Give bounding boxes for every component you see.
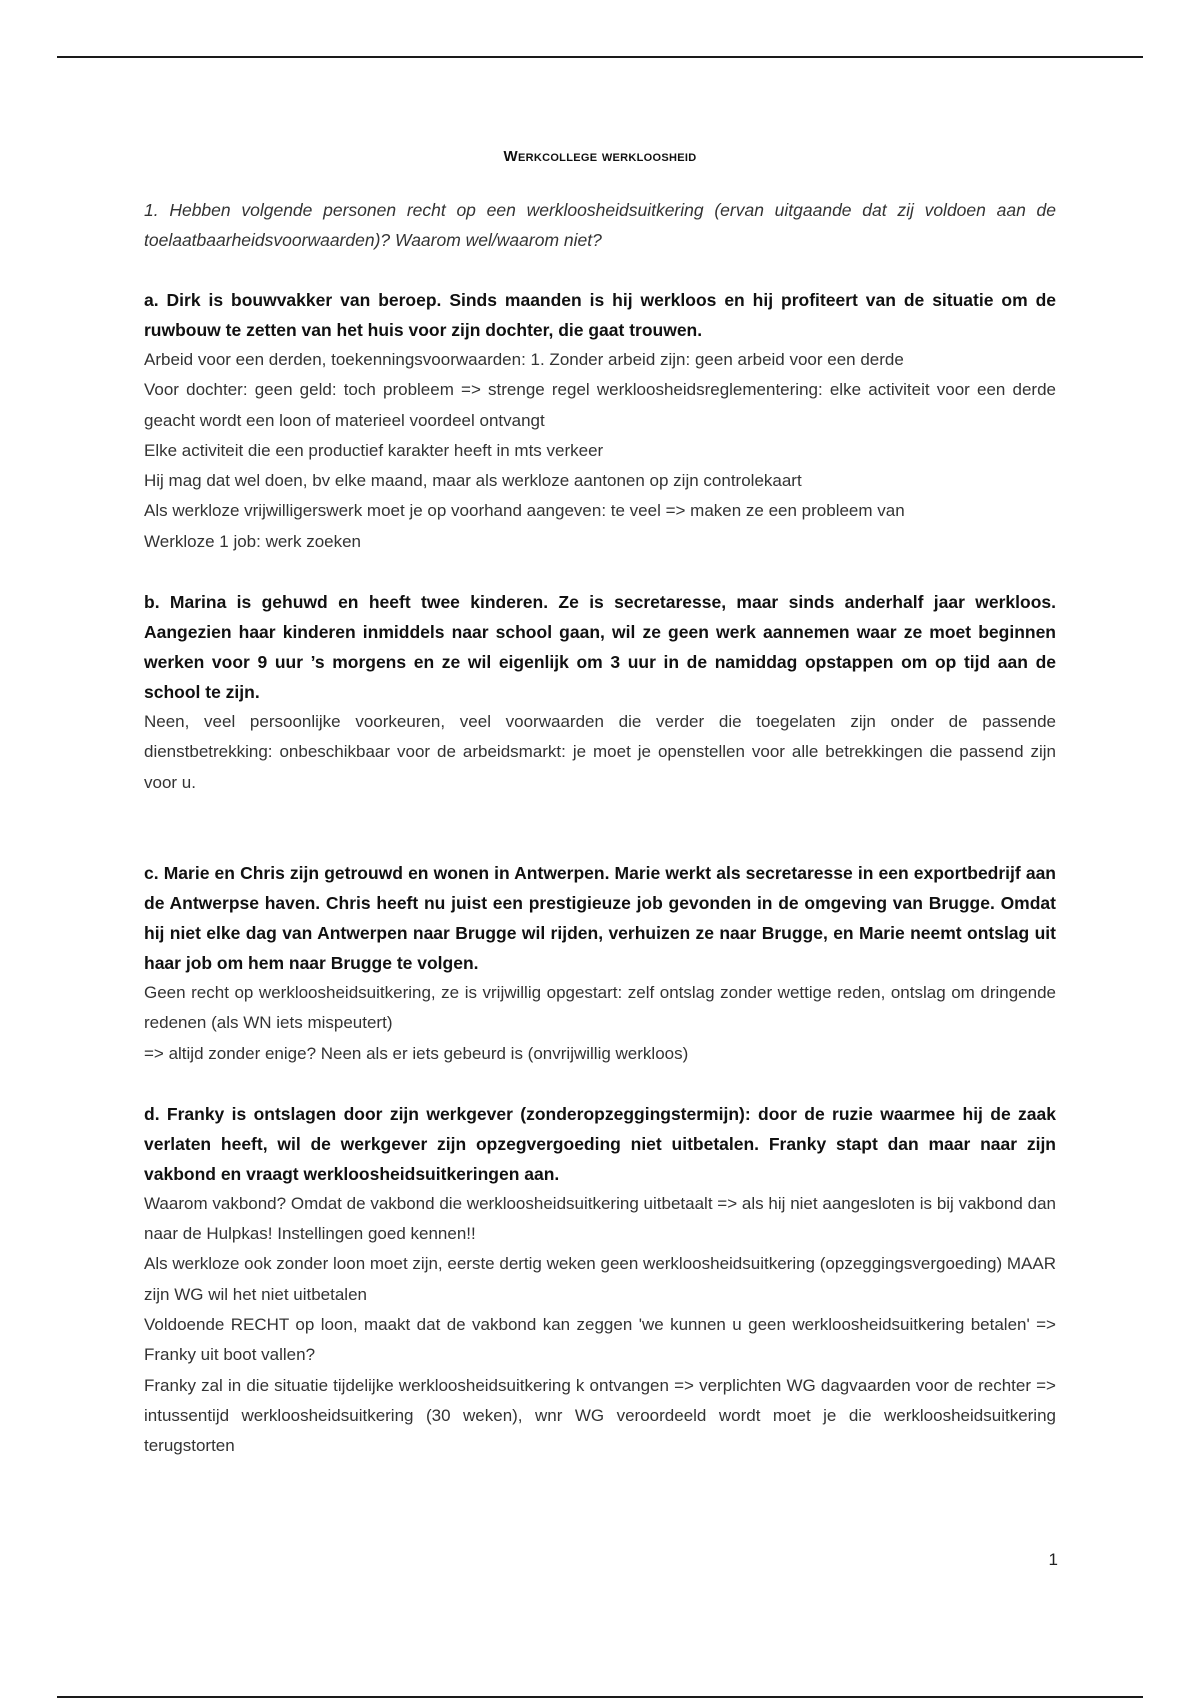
case-a-line: Elke activiteit die een productief karakter heeft in mts verkeer xyxy=(144,440,604,460)
document-title: Werkcollege werkloosheid xyxy=(503,148,697,165)
case-a-title: a. Dirk is bouwvakker van beroep. Sinds maanden is hij werkloos en hij profiteert van de situatie om de ruwbouw te zetten van het huis voor zijn dochter, die gaat trouwen. xyxy=(144,290,1056,340)
question-1: 1. Hebben volgende personen recht op een werkloosheidsuitkering (ervan uitgaande dat zij voldoen aan de toelaatbaarheidsvoorwaarden)? Waarom wel/waarom niet? xyxy=(144,200,1056,250)
case-d-line: Franky zal in die situatie tijdelijke werkloosheidsuitkering k ontvangen => verplichten WG dagvaarden voor de rechter => intussentijd werkloosheidsuitkering (30 weken), wnr WG veroordeeld wordt moet je die werkloosheidsuitkering terugstorten xyxy=(144,1375,1056,1456)
page-number: 1 xyxy=(1048,1550,1058,1569)
case-d xyxy=(144,1099,1056,1462)
case-b xyxy=(144,587,1056,798)
case-d-line: Waarom vakbond? Omdat de vakbond die werkloosheidsuitkering uitbetaalt => als hij niet aangesloten is bij vakbond dan naar de Hulpkas! Instellingen goed kennen!! xyxy=(144,1193,1056,1244)
top-rule xyxy=(57,56,1143,58)
case-c-line: Geen recht op werkloosheidsuitkering, ze is vrijwillig opgestart: zelf ontslag zonder wettige reden, ontslag om dringende redenen (als WN iets mispeutert) xyxy=(144,982,1056,1033)
case-d-line: Voldoende RECHT op loon, maakt dat de vakbond kan zeggen 'we kunnen u geen werkloosheidsuitkering betalen' => Franky uit boot vallen? xyxy=(144,1315,1056,1365)
case-c-line: => altijd zonder enige? Neen als er iets gebeurd is (onvrijwillig werkloos) xyxy=(144,1043,689,1063)
case-d-line: Als werkloze ook zonder loon moet zijn, eerste dertig weken geen werkloosheidsuitkering (opzeggingsvergoeding) MAAR zijn WG wil het niet uitbetalen xyxy=(144,1254,1056,1304)
case-a-line: Arbeid voor een derden, toekenningsvoorwaarden: 1. Zonder arbeid zijn: geen arbeid voor een derde xyxy=(144,350,904,369)
case-a-line: Voor dochter: geen geld: toch probleem => strenge regel werkloosheidsreglementering: elke activiteit voor een derde geacht wordt een loon of materieel voordeel ontvangt xyxy=(144,380,1056,430)
case-d-title: d. Franky is ontslagen door zijn werkgever (zonderopzeggingstermijn): door de ruzie waarmee hij de zaak verlaten heeft, wil de werkgever zijn opzegvergoeding niet uitbetalen. Franky stapt dan maar naar zijn vakbond en vraagt werkloosheidsuitkeringen aan. xyxy=(144,1103,1056,1184)
case-a-line: Hij mag dat wel doen, bv elke maand, maar als werkloze aantonen op zijn controlekaart xyxy=(144,471,802,491)
case-b-line: Neen, veel persoonlijke voorkeuren, veel voorwaarden die verder die toegelaten zijn onder de passende dienstbetrekking: onbeschikbaar voor de arbeidsmarkt: je moet je openstellen voor alle betrekkingen die passend zijn voor u. xyxy=(144,712,1056,792)
case-a-line: Werkloze 1 job: werk zoeken xyxy=(144,531,362,551)
case-c-title: c. Marie en Chris zijn getrouwd en wonen in Antwerpen. Marie werkt als secretaresse in een exportbedrijf aan de Antwerpse haven. Chris heeft nu juist een prestigieuze job gevonden in de omgeving van Brugge. Omdat hij niet elke dag van Antwerpen naar Brugge wil rijden, verhuizen ze naar Brugge, en Marie neemt ontslag uit haar job om hem naar Brugge te volgen. xyxy=(144,862,1056,973)
case-a xyxy=(144,285,1056,557)
document-body xyxy=(144,148,1056,1492)
case-b-title: b. Marina is gehuwd en heeft twee kinderen. Ze is secretaresse, maar sinds anderhalf jaar werkloos. Aangezien haar kinderen inmiddels naar school gaan, wil ze geen werk aannemen waar ze moet beginnen werken voor 9 uur ’s morgens en ze wil eigenlijk om 3 uur in de namiddag opstappen om op tijd aan de school te zijn. xyxy=(144,592,1056,703)
case-c xyxy=(144,858,1056,1069)
case-a-line: Als werkloze vrijwilligerswerk moet je op voorhand aangeven: te veel => maken ze een probleem van xyxy=(144,501,905,521)
bottom-rule xyxy=(57,1696,1143,1698)
